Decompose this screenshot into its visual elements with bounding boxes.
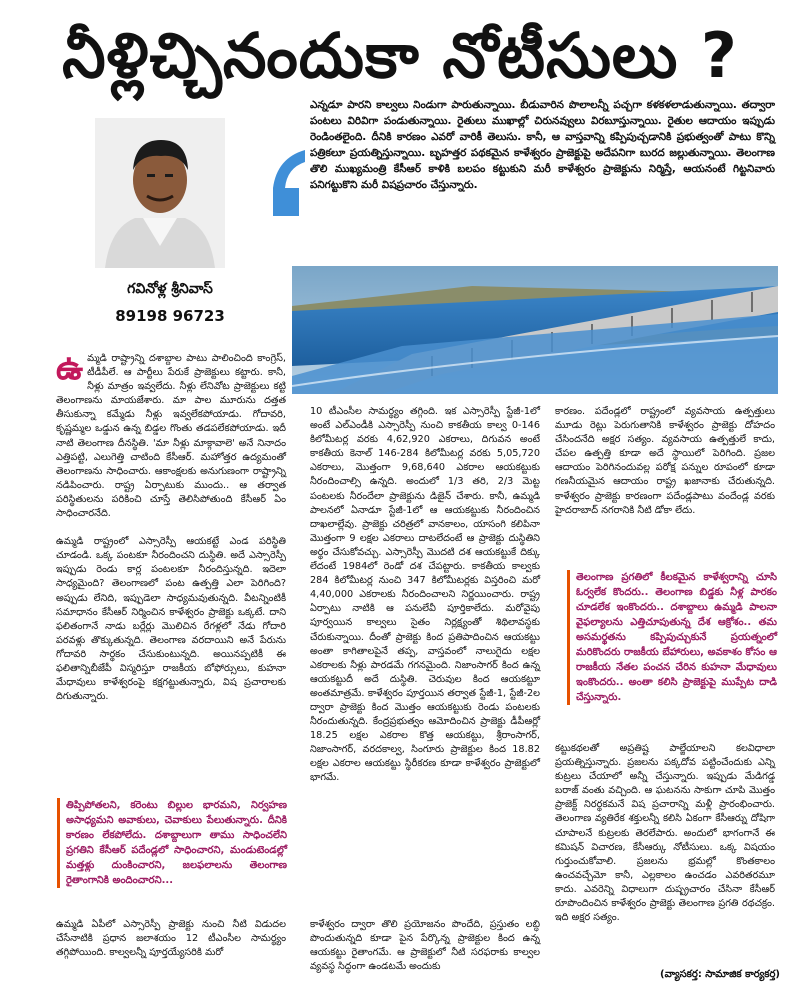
- article-column-3: కారణం. పదేండ్లలో రాష్ట్రంలో వ్యవసాయ ఉత్పత్తులు మూడు రెట్లు పెరుగుతానికి కాళేశ్వరం ప్రాజెక్టు దోహదం చేసిందనేది అక్షర సత్యం. వ్యవసాయ ఉత్పత్తులే కాదు, చేపల ఉత్పత్తి కూడా అదే స్థాయిలో పెరిగింది. ప్రజల ఆదాయం పెరిగినందువల్ల పరోక్ష పన్నుల రూపంలో కూడా గణనీయమైన ఆదాయం రాష్ట్ర ఖజానాకు చేరుతున్నది. కాళేశ్వరం ప్రాజెక్టు కారణంగా పదేండ్లపాటు వందేండ్ల వరకు హైదరాబాద్ నగరానికి నీటి డోకా లేదు.: [555, 406, 775, 516]
- quote-mark-icon: [265, 148, 309, 218]
- author-photo: [95, 118, 225, 268]
- intro-paragraph: ఎన్నడూ పారని కాల్వలు నిండుగా పారుతున్నాయి. బీడువారిన పొలాలన్నీ పచ్చగా కళకళలాడుతున్నాయి. తద్వారా పంటలు విరివిగా పండుతున్నాయి. రైతులు ముఖాల్లో చిరునవ్వులు విరబూస్తున్నాయి. రైతుల ఆదాయం ఇప్పుడు రెండింతలైంది. దీనికి కారణం ఎవరో వారికీ తెలుసు. కానీ, ఆ వాస్తవాన్ని కప్పిపుచ్చడానికి ప్రభుత్వంతో పాటు కొన్ని పత్రికలూ ప్రయత్నిస్తున్నాయి. బృహత్తర పథకమైన కాళేశ్వరం ప్రాజెక్టుపై అదేపనిగా బురద జల్లుతున్నాయి. తెలంగాణ తొలి ముఖ్యమంత్రి కేసీఆర్ కాళికి బలపం కట్టుకుని మరీ కాళేశ్వరం ప్రాజెక్టును నిర్మిస్తే, ఆయనంటే గిట్టనివారు పనిగట్టుకొని మరీ విషప్రచారం చేస్తున్నారు.: [310, 99, 775, 191]
- author-phone: 89198 96723: [115, 307, 225, 325]
- article-column-1-end: ఉమ్మడి ఏపీలో ఎస్సారెస్పీ ప్రాజెక్టు నుంచి నీటి విడుదల చేసేనాటికి ప్రధాన జలాశయం 12 టీఎంసీల సామర్థ్యం తగ్గిపోయింది. కాల్వలన్నీ పూర్తయ్యేసరికి మరో: [56, 919, 286, 959]
- dropcap: ఉ: [56, 348, 84, 388]
- dam-photo: [292, 266, 778, 394]
- article-column-2-end: కాళేశ్వరం ద్వారా తొలి ప్రయోజనం పొందేది, ప్రస్తుతం లబ్ధి పొందుతున్నది కూడా పైన పేర్కొన్న ప్రాజెక్టుల కింద ఉన్న ఆయకట్టు రైతాంగమే. ఆ ప్రాజెక్టులో నీటి సరఫరాకు కాల్వల వ్యవస్థ సిద్ధంగా ఉండటమే అందుకు: [310, 919, 540, 973]
- author-name: గవినోళ్ల శ్రీనివాస్: [127, 281, 213, 297]
- article-column-2: 10 టీఎంసీల సామర్థ్యం తగ్గింది. ఇక ఎస్సారెస్పీ స్టేజీ-1లో అంటే ఎల్ఎండీకి ఎస్సారెస్పీ నుంచి కాకతీయ కాల్వ 0-146 కిలోమీటర్ల వరకు 4,62,920 ఎకరాలు, దిగువన అంటే కాకతీయ కెనాల్ 146-284 కిలోమీటర్ల వరకు 5,05,720 ఎకరాలు, మొత్తంగా 9,68,640 ఎకరాల ఆయకట్టుకు నీరందించాల్సి ఉన్నది. అందులో 1/3 తరి, 2/3 మెట్ట పంటలకు నీరందేలా ప్రాజెక్టును డిజైన్ చేశారు. కానీ, ఉమ్మడి పాలనలో ఏనాడూ స్టేజీ-1లో ఆ ఆయకట్టుకు నీరందించిన దాఖలాల్లేవు. ప్రాజెక్టు చరిత్రలో వానకాలం, యాసంగి కలిపినా మొత్తంగా 9 లక్షల ఎకరాలు దాటలేదంటే ఆ ప్రాజెక్టు దుస్థితిని అర్థం చేసుకోవచ్చు. ఎస్సారెస్పీ మొదటి దశ ఆయకట్టుకే దిక్కు లేదంటే 1984లో రెండో దశ చేపట్టారు. కాకతీయ కాల్వకు 284 కిలోమీటర్ల నుంచి 347 కిలోమీటర్లకు విస్తరించి మరో 4,40,000 ఎకరాలకు నీరందించాలని నిర్ణయించారు. రాష్ట్ర ఏర్పాటు నాటికి ఆ పనులేవీ పూర్తికాలేదు. మరోవైపు పూర్వయిన కాల్వలు సైతం నిర్లక్ష్యంతో శిథిలావస్థకు చేరుకున్నాయి. దీంతో ప్రాజెక్టు కింద ప్రతిపాదించిన ఆయకట్టు అంతా కాగితాలపైనే తప్ప, వాస్తవంలో నాలుగైదు లక్షల ఎకరాలకు నీళ్లు పారడమే గగనమైంది. నిజాంసాగర్ కింద ఉన్న ఆయకట్టుదీ అదే దుస్థితి. చెరువుల కింద ఆయకట్టూ అంతమాత్రమే. కాళేశ్వరం పూర్తయిన తర్వాత స్టేజీ-1, స్టేజీ-2ల ద్వారా ప్రాజెక్టు కింద మొత్తం ఆయకట్టుకు రెండు పంటలకు నీరందుతున్నది. కేంద్రప్రభుత్వం ఆమోదించిన ప్రాజెక్టు డీపీఆర్లో 18.25 లక్షల ఎకరాల కొత్త ఆయకట్టు, శ్రీరాంసాగర్, నిజాంసాగర్, వరదకాల్వ, సింగూరు ప్రాజెక్టుల కింద 18.82 లక్షల ఎకరాల ఆయకట్టు స్థిరీకరణ కూడా కాళేశ్వరం ప్రాజెక్టులో భాగమే.: [310, 406, 540, 784]
- pull-quote-2: తెలంగాణ ప్రగతిలో కీలకమైన కాళేశ్వరాన్ని చూసి ఓర్వలేక కొందరు.. తెలంగాణ బిడ్డకు నీళ్ల పారకం చూడలేక ఇంకొందరు.. దశాబ్దాలు ఉమ్మడి పాలనా వైఫల్యాలను ఎత్తిచూపుతున్న దేశ ఆక్రోశం.. తమ అసమర్థతను కప్పిపుచ్చుకునే ప్రయత్నంలో మరికొందరు రాజకీయ బేహారులు, అవకాశం కోసం ఆ రాజకీయ నేతల పంచన చేరిన కుహనా మేధావులు ఇంకొందరు.. అంతా కలిసి ప్రాజెక్టుపై ముప్పేట దాడి చేస్తున్నారు.: [567, 570, 777, 705]
- article-column-1: [56, 348, 286, 718]
- headline: నీళ్లిచ్చినందుకా నోటీసులు ?: [62, 19, 738, 92]
- column1-paragraph-1: మ్మడి రాష్ట్రాన్ని దశాబ్దాల పాటు పాలించింది కాంగ్రెస్, టీడీపీలే. ఆ పార్టీలు పేరుకే ప్రాజెక్టులు కట్టారు. కానీ, నీళ్లు మాత్రం ఇవ్వలేదు. నీళ్లు లేనివోట ప్రాజెక్టులు కట్టి తెలంగాణను మాయజేశారు. మా పాల మూరును దత్తత తీసుకున్నా కమ్మేడు నీళ్లు ఇవ్వలేకపోయాడు. గోదావరి, కృష్ణమ్మల ఒడ్డున ఉన్న బిడ్డల గొంతు తడపలేకపోయాడు. ఇదీ నాటి తెలంగాణ దీనస్థితి. 'మా నీళ్లు మాక్గావాలె' అనే నినాదం ఎత్తిపట్టి, ఎలుగెత్తి చాటింది కేసీఆర్. మహోత్తర ఉద్యమంతో తెలంగాణను సాధించారు. ఆకాంక్షలకు అనుగుణంగా రాష్ట్రాన్ని నడిపించారు. రాష్ట్ర ఏర్పాటుకు ముందు.. ఆ తర్వాత పరిస్థితులను పరికించి చూస్తే తెలిసిపోతుంది కేసీఆర్ ఏం సాధించారనేది.: [56, 353, 286, 520]
- article-column-3-end: కట్టుకథలతో అప్రతిష్ట పాల్జేయాలని కలవిధాలా ప్రయత్నిస్తున్నారు. ప్రజలను పక్కదోవ పట్టించేందుకు ఎన్ని కుట్రలు చేయాలో అన్నీ చేస్తున్నారు. ఇప్పుడు మేడిగడ్డ బరాజ్ వంతు వచ్చింది. ఆ ఘటనను సాకుగా చూపి మొత్తం ప్రాజెక్ట్ నిరర్థకమనే విష ప్రచారాన్ని మళ్లీ ప్రారంభించారు. తెలంగాణ వ్యతిరేక శక్తులన్నీ కలిసి ఏకంగా కేసీఆర్ను దోషిగా చూపాలనే కుట్రలకు తెరలేపారు. అందులో భాగంగానే ఈ కమిషన్ విచారణ, కేసీఆర్కు నోటీసులు. ఒక్క విషయం గుర్తుంచుకోవాలి. ప్రజలను భ్రమల్లో కొంతకాలం ఉంచవచ్చేమో కానీ, ఎల్లకాలం ఉంచడం ఎవరితరమూ కాదు. ఎవరెన్ని విధాలుగా దుష్ప్రచారం చేసినా కేసీఆర్ రూపొందించిన కాళేశ్వరం ప్రాజెక్టు తెలంగాణ ప్రగతి రథచక్రం. ఇది అక్షర సత్యం.: [555, 743, 775, 924]
- pull-quote-1: తిప్పిపోతలని, కరెంటు బిల్లుల భారమని, నిర్వహణ అసాధ్యమని అవాకులు, చెవాకులు పేలుతున్నారు. దీనికి కారణం లేకపోలేదు. దశాబ్దాలుగా తాము సాధించలేని ప్రగతిని కేసీఆర్ పదేండ్లలో సాధించారని, మండుటెండల్లో మత్తళ్లు దుంకించారని, జలఫలాలను తెలంగాణ రైతాంగానికి అందించారని...: [57, 798, 287, 888]
- author-designation: (వ్యాసకర్త: సామాజిక కార్యకర్త): [660, 969, 780, 980]
- column1-paragraph-2: ఉమ్మడి రాష్ట్రంలో ఎస్సారెస్పీ ఆయకట్టే ఎండ పరిస్థితి చూడండి. ఒక్క పంటకూ నీరందించని దుస్థితి. అదే ఎస్సారెస్పీ ఇప్పుడు రెండు కార్ల పంటలకూ నీరందిస్తున్నది. ఇదెలా సాధ్యమైంది? తెలంగాణలో పంట ఉత్పత్తి ఎలా పెరిగింది? అప్పుడు లేనిది, ఇప్పుడెలా సాధ్యమవుతున్నది. వీటన్నింటికీ సమాధానం కేసీఆర్ నిర్మించిన కాళేశ్వరం ప్రాజెక్టు ఒక్కటే. దాని ఫలితంగానే నాడు బర్లేర్లు మొలిచిన రేగళ్లలో నేడు గోదారి పరవళ్లు తొక్కుతున్నది. తెలంగాణ వరదాయిని అనే పేరును గోదావరి సార్థకం చేసుకుంటున్నది. అయినప్పటికీ ఈ ఫలితాన్నిబీజేపీ విస్మరిస్తూ రాజకీయ బోఫోర్సులు, కుహనా మేధావులు కాళేశ్వరంపై కక్షగట్టుతున్నారు, విష ప్రచారాలకు దిగుతున్నారు.: [56, 536, 286, 703]
